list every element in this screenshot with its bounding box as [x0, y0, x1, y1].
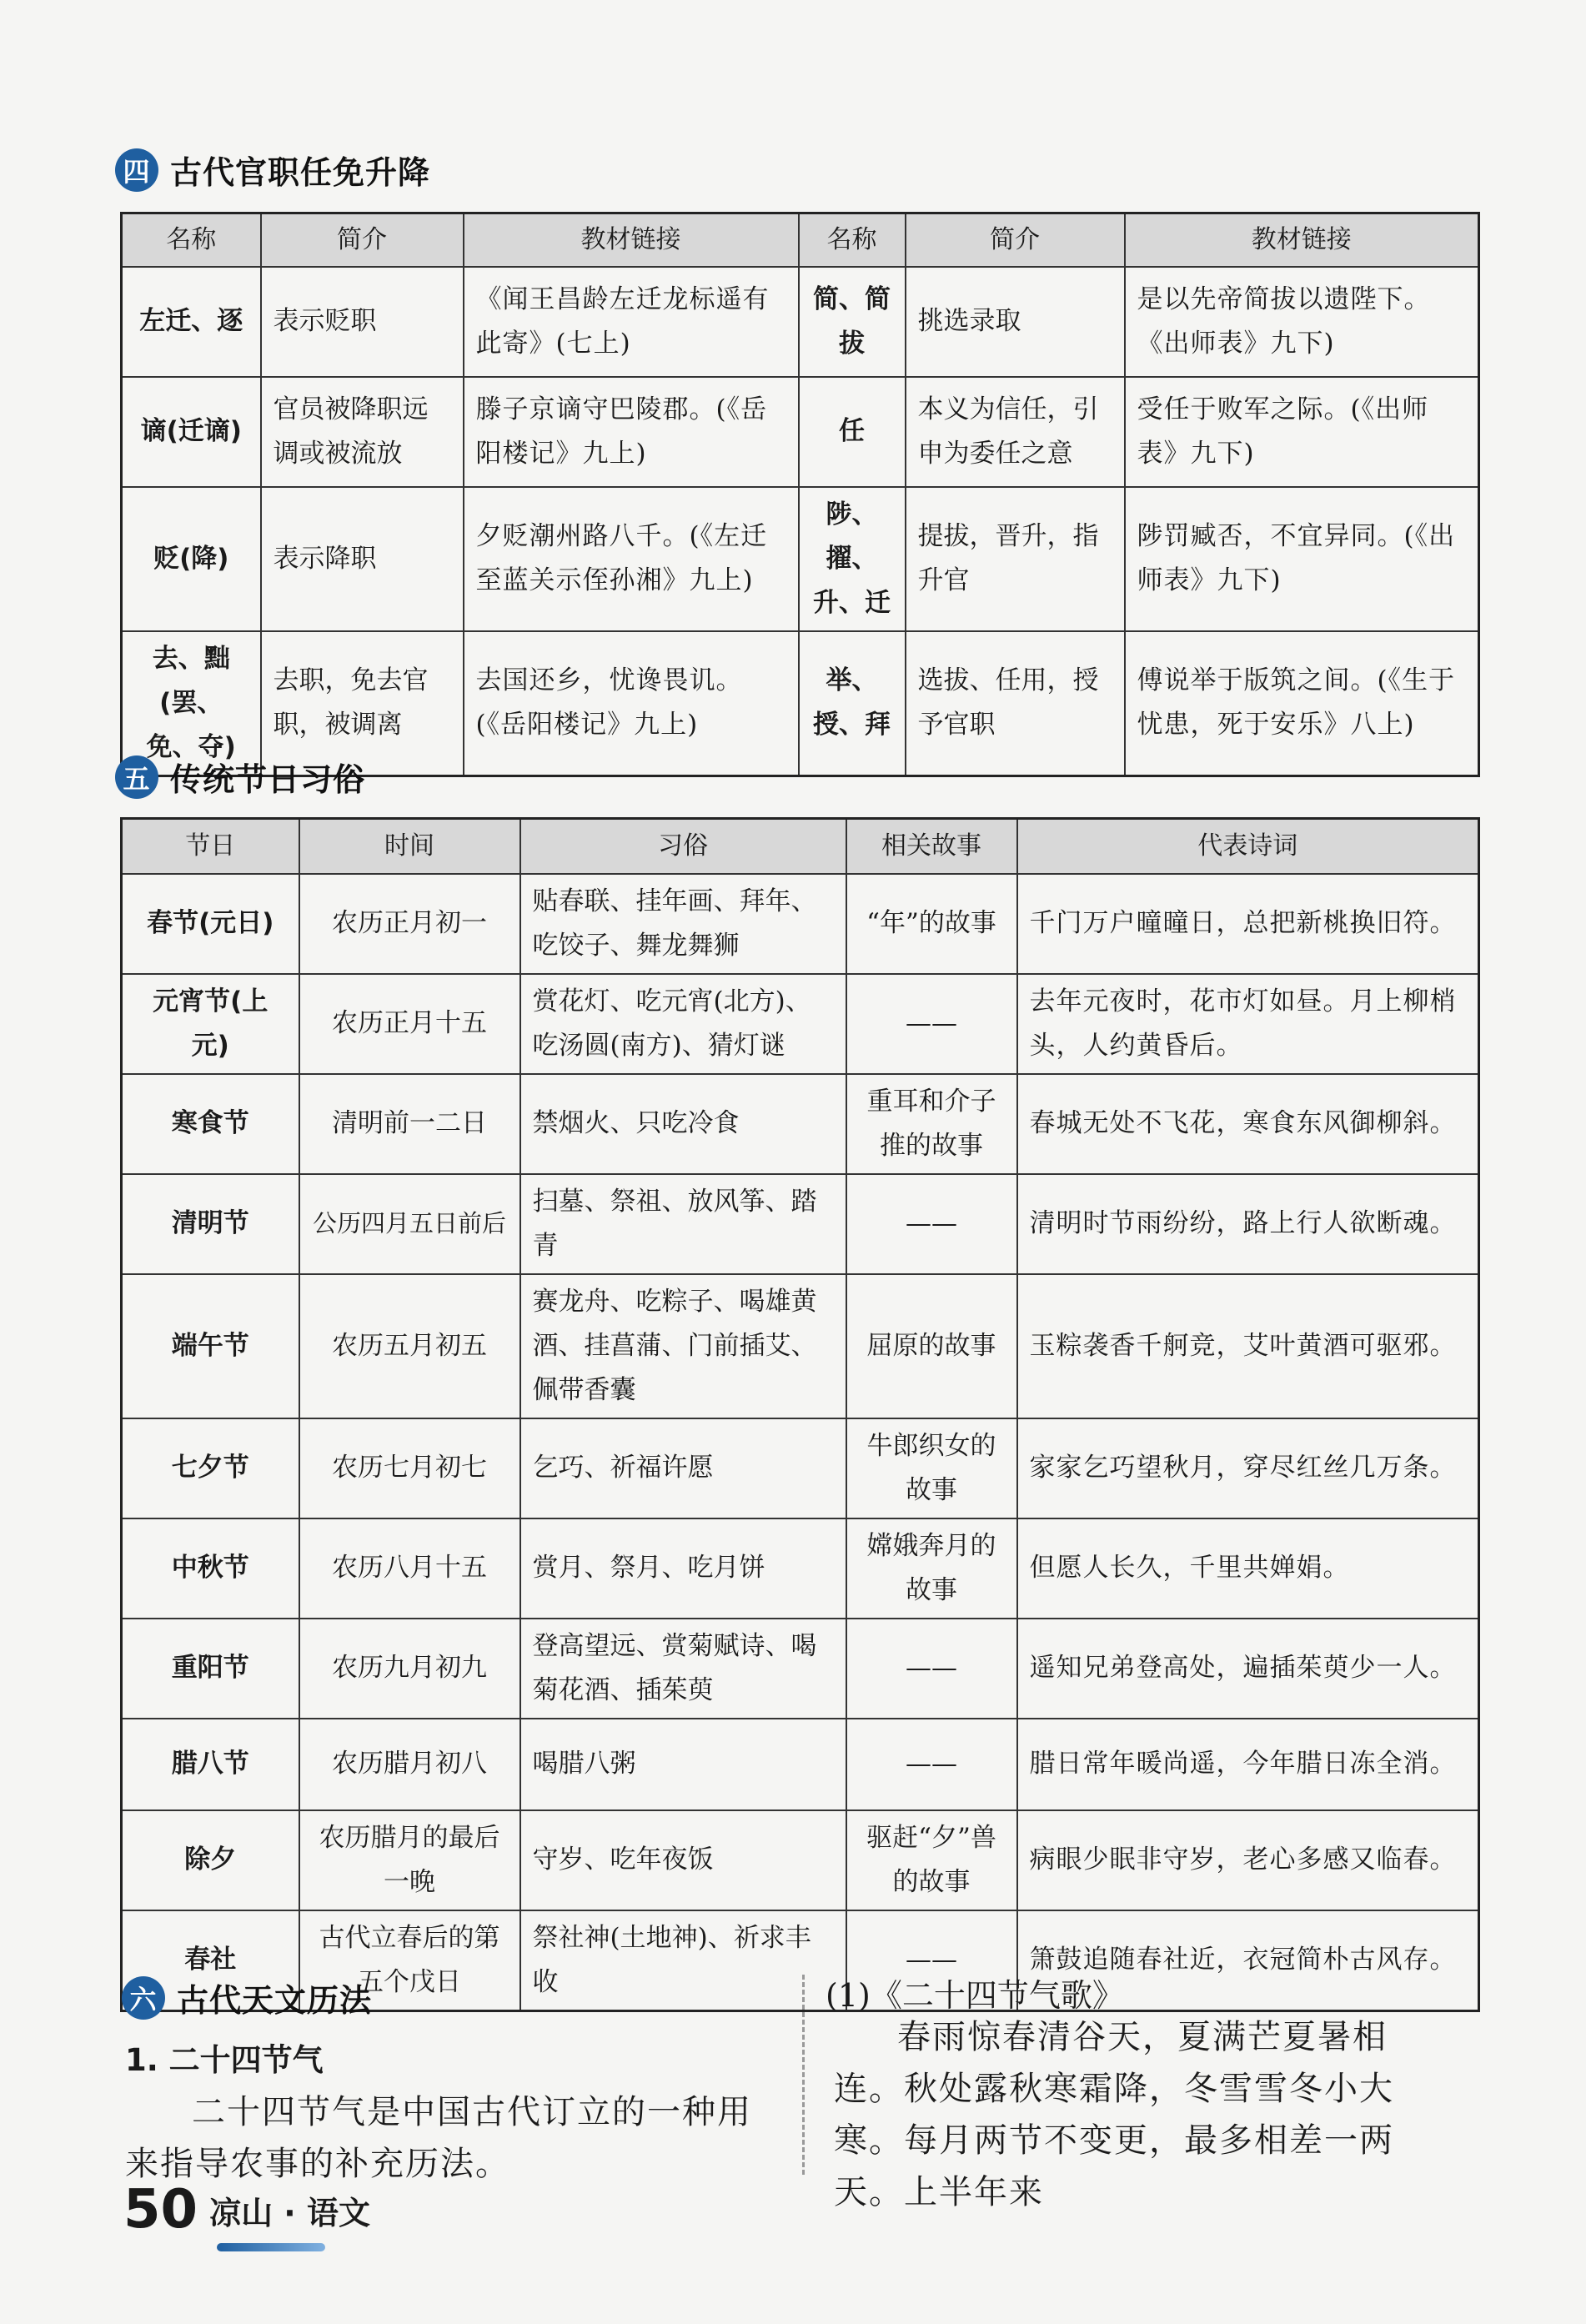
header-story: 相关故事 [846, 819, 1017, 874]
table-row [122, 267, 1479, 377]
festival-custom: 祭社神(土地神)、祈求丰收 [520, 1910, 846, 2011]
festival-story: 嫦娥奔月的故事 [846, 1518, 1017, 1619]
official-source: 陟罚臧否，不宜异同。(《出师表》九下) [1125, 487, 1479, 631]
table-row [122, 874, 1479, 974]
official-name: 去、黜(罢、免、夺) [122, 631, 261, 776]
section5-title-text: 传统节日习俗 [170, 761, 366, 798]
festival-time: 农历九月初九 [299, 1619, 520, 1719]
festival-poem: 箫鼓追随春社近，衣冠简朴古风存。 [1017, 1910, 1479, 2011]
table-row [122, 974, 1479, 1074]
official-name: 谪(迁谪) [122, 377, 261, 487]
table-row [122, 1418, 1479, 1518]
header-name-2: 名称 [799, 213, 906, 267]
festival-time: 农历八月十五 [299, 1518, 520, 1619]
festival-time: 农历正月初一 [299, 874, 520, 974]
official-name: 简、简拔 [799, 267, 906, 377]
header-source-1: 教材链接 [464, 213, 799, 267]
section6-badge: 六 [122, 1976, 165, 2020]
official-source: 受任于败军之际。(《出师表》九下) [1125, 377, 1479, 487]
official-intro: 挑选录取 [906, 267, 1125, 377]
festival-name: 寒食节 [122, 1074, 299, 1174]
official-intro: 官员被降职远调或被流放 [261, 377, 464, 487]
official-intro: 去职，免去官职，被调离 [261, 631, 464, 776]
festival-time: 农历腊月的最后一晚 [299, 1810, 520, 1910]
page-footer [123, 2179, 370, 2241]
festival-name: 腊八节 [122, 1719, 299, 1810]
table-row [122, 487, 1479, 631]
page-number: 50 [123, 2179, 198, 2241]
officials-table [120, 212, 1480, 777]
festival-custom: 赏花灯、吃元宵(北方)、吃汤圆(南方)、猜灯谜 [520, 974, 846, 1074]
festival-poem: 家家乞巧望秋月，穿尽红丝几万条。 [1017, 1418, 1479, 1518]
header-time: 时间 [299, 819, 520, 874]
header-source-2: 教材链接 [1125, 213, 1479, 267]
solar-terms-intro: 二十四节气是中国古代订立的一种用来指导农事的补充历法。 [125, 2093, 752, 2183]
festival-poem: 清明时节雨纷纷，路上行人欲断魂。 [1017, 1174, 1479, 1274]
header-name-1: 名称 [122, 213, 261, 267]
section5-title [115, 754, 365, 800]
official-name: 任 [799, 377, 906, 487]
official-source: 滕子京谪守巴陵郡。(《岳阳楼记》九上) [464, 377, 799, 487]
festival-time: 农历正月十五 [299, 974, 520, 1074]
table-row [122, 1518, 1479, 1619]
official-source: 夕贬潮州路八千。(《左迁至蓝关示侄孙湘》九上) [464, 487, 799, 631]
festival-poem: 千门万户曈曈日，总把新桃换旧符。 [1017, 874, 1479, 974]
festival-story: “年”的故事 [846, 874, 1017, 974]
header-intro-1: 简介 [261, 213, 464, 267]
solar-terms-heading: 1. 二十四节气 [125, 2042, 324, 2078]
festival-name: 除夕 [122, 1810, 299, 1910]
solar-terms-song-heading: (1)《二十四节气歌》 [826, 1977, 1124, 2014]
festival-custom: 登高望远、赏菊赋诗、喝菊花酒、插茱萸 [520, 1619, 846, 1719]
official-intro: 选拔、任用，授予官职 [906, 631, 1125, 776]
official-name: 举、授、拜 [799, 631, 906, 776]
section5-badge: 五 [115, 755, 158, 799]
book-label: 凉山 · 语文 [209, 2195, 370, 2231]
festival-name: 端午节 [122, 1274, 299, 1418]
festival-poem: 玉粽袭香千舸竞，艾叶黄酒可驱邪。 [1017, 1274, 1479, 1418]
header-poem: 代表诗词 [1017, 819, 1479, 874]
festival-story: 驱赶“夕”兽的故事 [846, 1810, 1017, 1910]
festival-story: —— [846, 974, 1017, 1074]
festival-custom: 扫墓、祭祖、放风筝、踏青 [520, 1174, 846, 1274]
official-source: 傅说举于版筑之间。(《生于忧患，死于安乐》八上) [1125, 631, 1479, 776]
official-source: 去国还乡，忧谗畏讥。(《岳阳楼记》九上) [464, 631, 799, 776]
festival-time: 清明前一二日 [299, 1074, 520, 1174]
festival-poem: 但愿人长久，千里共婵娟。 [1017, 1518, 1479, 1619]
festivals-table [120, 817, 1480, 2012]
official-source: 是以先帝简拔以遗陛下。《出师表》九下) [1125, 267, 1479, 377]
festival-name: 春节(元日) [122, 874, 299, 974]
festival-time: 古代立春后的第五个戊日 [299, 1910, 520, 2011]
festival-name: 清明节 [122, 1174, 299, 1274]
festival-story: —— [846, 1910, 1017, 2011]
festival-story: —— [846, 1719, 1017, 1810]
table-row [122, 1619, 1479, 1719]
festival-poem: 病眼少眠非守岁，老心多感又临春。 [1017, 1810, 1479, 1910]
table-row [122, 1174, 1479, 1274]
solar-terms-song: 春雨惊春清谷天，夏满芒夏暑相连。秋处露秋寒霜降，冬雪雪冬小大寒。每月两节不变更，最多相差一两天。上半年来 [834, 2018, 1394, 2211]
festival-name: 七夕节 [122, 1418, 299, 1518]
official-intro: 本义为信任，引申为委任之意 [906, 377, 1125, 487]
official-source: 《闻王昌龄左迁龙标遥有此寄》(七上) [464, 267, 799, 377]
festival-custom: 赛龙舟、吃粽子、喝雄黄酒、挂菖蒲、门前插艾、佩带香囊 [520, 1274, 846, 1418]
festival-custom: 禁烟火、只吃冷食 [520, 1074, 846, 1174]
festival-custom: 乞巧、祈福许愿 [520, 1418, 846, 1518]
table-row [122, 1274, 1479, 1418]
section4-badge: 四 [115, 148, 158, 192]
festival-time: 农历五月初五 [299, 1274, 520, 1418]
festival-story: —— [846, 1619, 1017, 1719]
festival-story: 重耳和介子推的故事 [846, 1074, 1017, 1174]
official-intro: 表示降职 [261, 487, 464, 631]
festival-time: 农历七月初七 [299, 1418, 520, 1518]
header-custom: 习俗 [520, 819, 846, 874]
festival-custom: 守岁、吃年夜饭 [520, 1810, 846, 1910]
festival-custom: 赏月、祭月、吃月饼 [520, 1518, 846, 1619]
header-festival: 节日 [122, 819, 299, 874]
table-row [122, 1810, 1479, 1910]
table-row [122, 377, 1479, 487]
official-name: 贬(降) [122, 487, 261, 631]
festival-story: —— [846, 1174, 1017, 1274]
festival-name: 中秋节 [122, 1518, 299, 1619]
table-row [122, 1719, 1479, 1810]
section4-title [115, 147, 430, 193]
festival-name: 元宵节(上元) [122, 974, 299, 1074]
section6-title [122, 1975, 372, 2020]
table-row [122, 1074, 1479, 1174]
festival-poem: 遥知兄弟登高处，遍插茱萸少一人。 [1017, 1619, 1479, 1719]
official-intro: 提拔，晋升，指升官 [906, 487, 1125, 631]
section6-title-text: 古代天文历法 [177, 1982, 373, 2019]
festival-name: 春社 [122, 1910, 299, 2011]
festival-time: 农历腊月初八 [299, 1719, 520, 1810]
column-divider [802, 1975, 805, 2175]
festival-name: 重阳节 [122, 1619, 299, 1719]
section4-title-text: 古代官职任免升降 [170, 154, 431, 191]
official-name: 左迁、逐 [122, 267, 261, 377]
festival-story: 屈原的故事 [846, 1274, 1017, 1418]
festival-poem: 腊日常年暖尚遥，今年腊日冻全消。 [1017, 1719, 1479, 1810]
festival-custom: 喝腊八粥 [520, 1719, 846, 1810]
footer-decoration [217, 2243, 325, 2251]
header-intro-2: 简介 [906, 213, 1125, 267]
festival-time: 公历四月五日前后 [299, 1174, 520, 1274]
festival-poem: 去年元夜时，花市灯如昼。月上柳梢头，人约黄昏后。 [1017, 974, 1479, 1074]
festival-poem: 春城无处不飞花，寒食东风御柳斜。 [1017, 1074, 1479, 1174]
official-name: 陟、擢、升、迁 [799, 487, 906, 631]
official-intro: 表示贬职 [261, 267, 464, 377]
festival-custom: 贴春联、挂年画、拜年、吃饺子、舞龙舞狮 [520, 874, 846, 974]
festival-story: 牛郎织女的故事 [846, 1418, 1017, 1518]
